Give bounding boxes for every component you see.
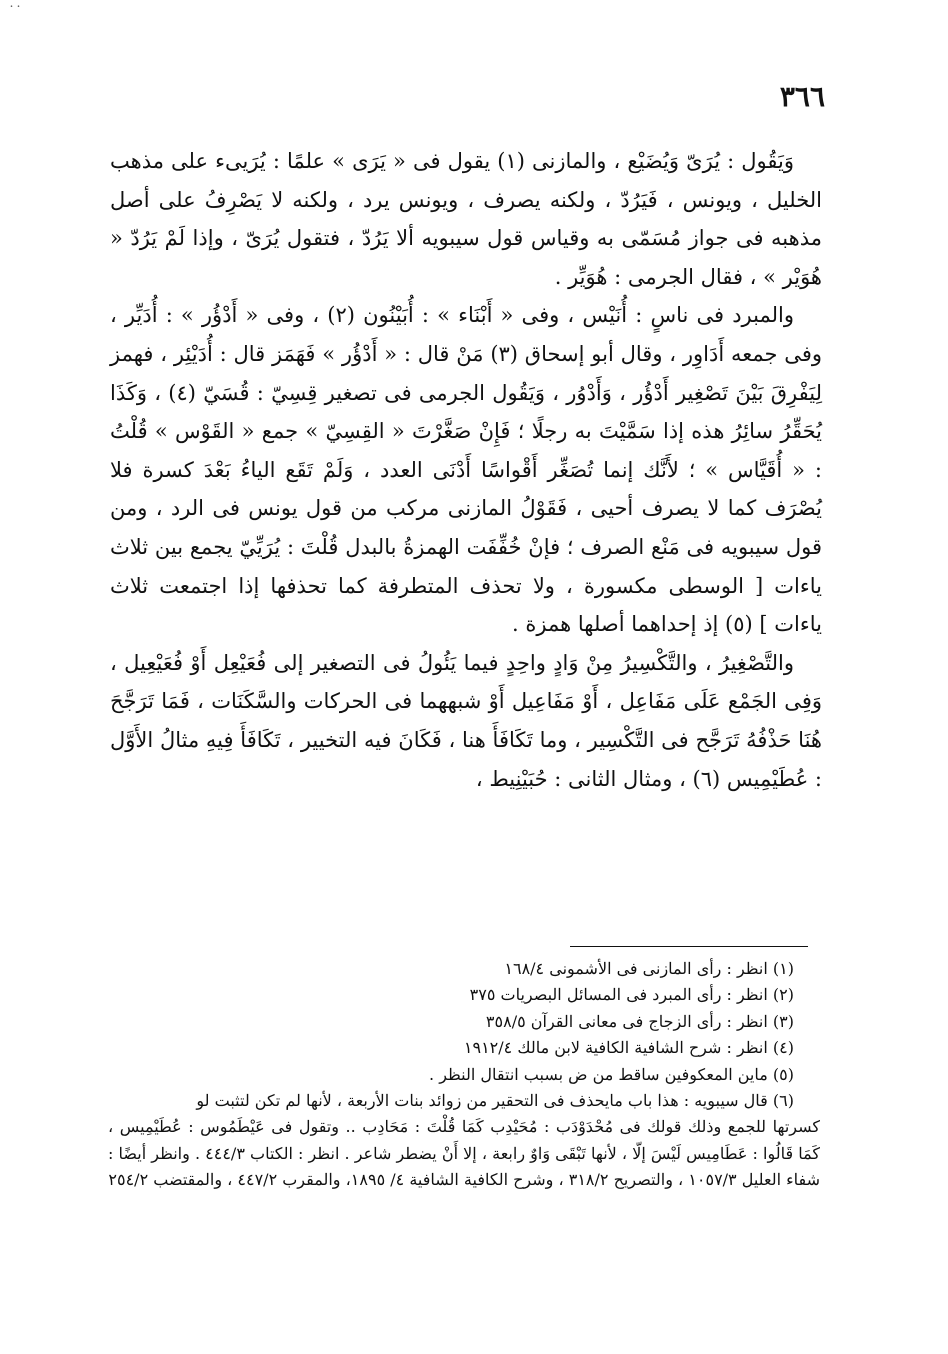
footnote-5: (٥) ماين المعكوفين ساقط من ض بسبب انتقال النظر . bbox=[429, 1064, 794, 1084]
footnote-2: (٢) انظر : رأى المبرد فى المسائل البصريات ٣٧٥ bbox=[469, 985, 794, 1005]
footnote-1: (١) انظر : رأى المازنى فى الأشمونى ١٦٨/٤ bbox=[504, 959, 794, 978]
page-number: ٣٦٦ bbox=[779, 80, 825, 113]
footnotes bbox=[108, 956, 820, 1194]
paragraph-2: والمبرد فى ناسٍ : أُنَيْس ، وفى « أَبْنَاء » : أُبَيْنُون (٢) ، وفى « أَدْؤُر » : أُدَيِّر ، وفى جمعه أَدَاوِر ، وقال أبو إسحاق (٣) مَنْ قال : « أَدْؤُر » فَهَمَز قال : أُدَيْئِر ، فهمز لِيَفْرِقَ بَيْنَ تَصْغِير أَدْؤُر ، وَأَدْوُر ، وَيَقُول الجرمى فى تصغير قِسِيّ : قُسَيّ (٤) ، وَكَذَا يُحَقِّرُ سائِرُ هذه إذا سَمَّيْتَ به رجلًا ؛ فَإِنْ صَغَّرْتَ « القِسِيّ » جمع « القَوْس » قُلْتُ : « أُقَيَّاس » ؛ لأَنَّك إنما تُصَغِّر أَقْواسًا أَدْنَى العدد ، وَلَمْ تَقَع الياءُ بَعْدَ كسرة فلا يُصْرَف كما لا يصرف أحيى ، فَقَوْلُ المازنى مركب من قول يونس فى الرد ، ومن قول سيبويه فى مَنْع الصرف ؛ فإنْ خُفِّفَت الهمزةُ بالبدل قُلْتَ : يُرَيِّيّ يجمع بين ثلاث ياءات [ الوسطى مكسورة ، ولا تحذف المتطرفة كما تحذفها إذا اجتمعت ثلاث ياءات ] (٥) إذ إحداهما أصلها همزة . bbox=[110, 303, 823, 637]
paragraph-3: والتَّصْغِيرُ ، والتَّكْسِيرُ مِنْ وَادٍ واحِدٍ فيما يَئُولُ فى التصغير إلى فُعَيْعِل أَوْ فُعَيْعِيل ، وَفِى الجَمْع عَلَى مَفَاعِل ، أَوْ مَفَاعِيل أَوْ شبههما فى الحركات والسَّكَنَات ، فَمَا تَرَجَّحَ هُنَا حَذْفُهُ تَرَجَّح فى التَّكْسِير ، وما تَكَافَأَ هنا ، فَكَانَ فيه التخيير ، تَكَافَأَ فِيهِ مثالُ الأَوَّل : عُطَيْمِيس (٦) ، ومثال الثانى : حُبَيْنِيط ، bbox=[110, 650, 822, 791]
paragraph-1: وَيَقُول : يُرَىّ وَيُضَيْع ، والمازنى (١) يقول فى « يَرَى » علمًا : يُرَيىء على مذهب الخليل ، ويونس ، فَيَرُدّ ، ولكنه يصرف ، ويونس يرد ، ولكنه لا يَصْرِفُ على أصل مذهبه فى جواز مُسَمّى به وقياس قول سيبويه ألا يَرُدّ ، فتقول يُرَىّ ، وإذا لَمْ يَرُدّ « هُوَيْر » ، فقال الجرمى : هُوَيِّر . bbox=[110, 149, 822, 289]
footnote-separator bbox=[570, 946, 808, 947]
corner-mark: ˙˙ bbox=[8, 4, 22, 20]
footnote-3: (٣) انظر : رأى الزجاج فى معانى القرآن ٣٥٨/٥ bbox=[485, 1011, 794, 1031]
main-text bbox=[110, 142, 822, 798]
footnote-4: (٤) انظر : شرح الشافية الكافية لابن مالك ١٩١٢/٤ bbox=[463, 1038, 794, 1058]
footnote-6: (٦) قال سيبويه : هذا باب مايحذف فى التحقير من زوائد بنات الأربعة ، لأنها لم تكن لتثبت لو bbox=[196, 1091, 794, 1111]
footnote-6-continuation: كسرتها للجمع وذلك قولك فى مُحْدَوْدَب : مُحَيْدِب كَمَا قُلْتَ : مَحَادِب .. وتقول فى عَيْطَمُوس : عُطَيْمِيس ، كَمَا قَالُوا : عَطَامِيس لَيْسَ إلّا ، لأنها تَبْقَى وَاوٌ رابعة ، إلا أَنْ يضطر شاعر . انظر : الكتاب ٤٤٤/٣ . وانظر أيضًا : شفاء العليل ١٠٥٧/٣ ، والتصريح ٣١٨/٢ ، وشرح الكافية الشافية ٤/ ١٨٩٥، والمقرب ٤٤٧/٢ ، والمقتضب ٢٥٤/٢ bbox=[108, 1117, 820, 1190]
